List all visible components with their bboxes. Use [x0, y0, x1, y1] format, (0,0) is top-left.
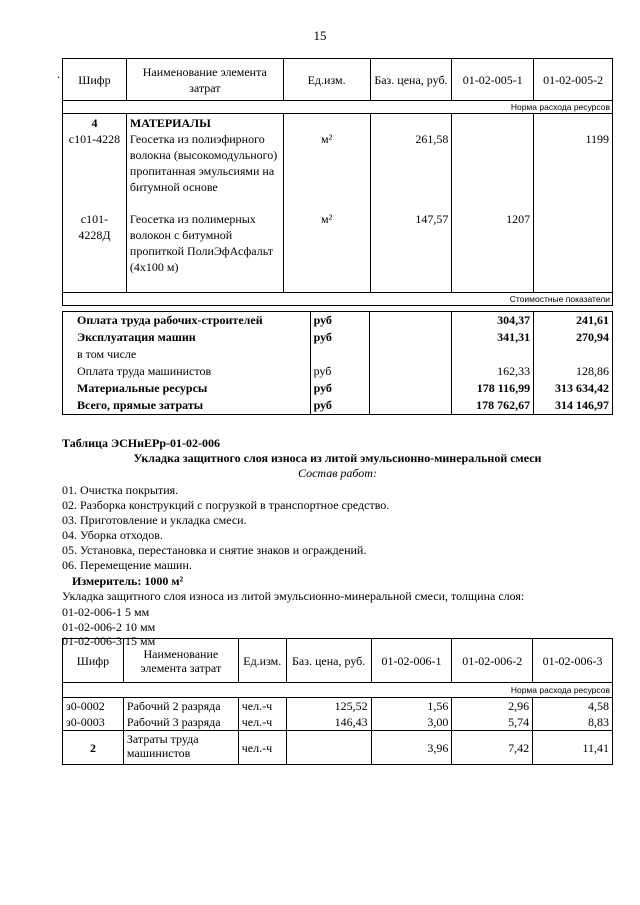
- value-cell: 3,96: [371, 731, 452, 765]
- price-cell: 125,52: [286, 698, 371, 715]
- cost-value: 178 762,67: [452, 397, 534, 415]
- cost-value: [452, 346, 534, 363]
- cost-value: 314 146,97: [534, 397, 613, 415]
- meter-label: Измеритель: 1000 м²: [72, 574, 184, 588]
- cost-unit: [310, 346, 370, 363]
- resource-name: Рабочий 2 разряда: [123, 698, 238, 715]
- header-cell: Шифр: [63, 639, 124, 683]
- cost-label-row: [63, 293, 613, 306]
- code-cell: с101-4228Д: [78, 212, 111, 242]
- header-cell: Баз. цена, руб.: [286, 639, 371, 683]
- section-title: Укладка защитного слоя износа из литой эмульсионно-минеральной смеси: [133, 451, 542, 465]
- list-item: 01-02-006-2 10 мм: [62, 620, 156, 634]
- list-item: 01-02-006-1 5 мм: [62, 605, 150, 619]
- header-cell: 01-02-006-2: [452, 639, 533, 683]
- list-item: 05. Установка, перестановка и снятие знаков и ограждений.: [62, 543, 367, 557]
- cost-unit: руб: [310, 329, 370, 346]
- norm-label-row: [63, 683, 613, 698]
- header-cell: Наименование элемента затрат: [123, 639, 238, 683]
- cost-value: 313 634,42: [534, 380, 613, 397]
- cost-name: Эксплуатация машин: [63, 329, 311, 346]
- stray-dot: .: [57, 66, 61, 81]
- value-cell: 4,58: [533, 698, 613, 715]
- code-cell: с101-4228: [68, 132, 121, 146]
- header-cell: 01-02-005-2: [534, 59, 613, 101]
- value-cell: 5,74: [452, 714, 533, 731]
- description: Укладка защитного слоя износа из литой эмульсионно-минеральной смеси, толщина слоя:: [62, 589, 525, 603]
- table-row: [63, 698, 613, 715]
- table-row: [63, 380, 613, 397]
- cost-value: 304,37: [452, 312, 534, 330]
- cost-table: [62, 311, 613, 415]
- work-steps: [62, 483, 389, 573]
- cost-value: 241,61: [534, 312, 613, 330]
- norm-label: Норма расхода ресурсов: [63, 683, 613, 698]
- price-cell: 261,58: [415, 132, 449, 146]
- section-title: МАТЕРИАЛЫ: [129, 116, 211, 130]
- table-label: Таблица ЭСНиЕРр-01-02-006: [62, 436, 221, 450]
- material-name: Геосетка из полимерных волокон с битумной пропиткой ПолиЭфАсфальт (4х100 м): [129, 212, 273, 274]
- section-number: 4: [91, 116, 98, 130]
- code-cell: 2: [63, 731, 124, 765]
- value-cell: 2,96: [452, 698, 533, 715]
- header-cell: Шифр: [63, 59, 127, 101]
- page-number: 15: [313, 28, 327, 43]
- price-cell: 147,57: [415, 212, 449, 226]
- labor-table: [62, 638, 613, 765]
- cost-value: 341,31: [452, 329, 534, 346]
- table-row: [63, 312, 613, 330]
- table-header-row: [63, 59, 613, 101]
- header-cell: Баз. цена, руб.: [370, 59, 452, 101]
- cost-name: Оплата труда машинистов: [63, 363, 311, 380]
- value-cell: 3,00: [371, 714, 452, 731]
- table-row: [63, 346, 613, 363]
- header-cell: Ед.изм.: [238, 639, 286, 683]
- value-cell: 11,41: [533, 731, 613, 765]
- price-cell: [286, 731, 371, 765]
- list-item: 02. Разборка конструкций с погрузкой в транспортное средство.: [62, 498, 390, 512]
- list-item: 06. Перемещение машин.: [62, 558, 192, 572]
- resource-name: Затраты труда машинистов: [123, 731, 238, 765]
- norm-label: Норма расхода ресурсов: [63, 101, 613, 114]
- cost-value: 128,86: [534, 363, 613, 380]
- material-name: Геосетка из полиэфирного волокна (высокомодульного) пропитанная эмульсиями на битумной основе: [129, 132, 278, 194]
- table-row: [63, 397, 613, 415]
- list-item: 01. Очистка покрытия.: [62, 483, 179, 497]
- cost-value: 178 116,99: [452, 380, 534, 397]
- value-cell: 1207: [506, 212, 531, 226]
- materials-table: [62, 58, 613, 306]
- cost-value: 162,33: [452, 363, 534, 380]
- table-row: [63, 363, 613, 380]
- header-cell: 01-02-005-1: [452, 59, 534, 101]
- unit-cell: чел.-ч: [238, 698, 286, 715]
- header-cell: Ед.изм.: [283, 59, 370, 101]
- table-header-row: [63, 639, 613, 683]
- cost-name: Материальные ресурсы: [63, 380, 311, 397]
- cost-name: в том числе: [63, 346, 311, 363]
- cost-unit: руб: [310, 312, 370, 330]
- header-cell: 01-02-006-3: [533, 639, 613, 683]
- cost-value: 270,94: [534, 329, 613, 346]
- unit-cell: м²: [321, 212, 333, 226]
- header-cell: Наименование элемента затрат: [126, 59, 283, 101]
- cost-unit: руб: [310, 363, 370, 380]
- cost-name: Всего, прямые затраты: [63, 397, 311, 415]
- value-cell: 8,83: [533, 714, 613, 731]
- code-cell: з0-0003: [63, 714, 124, 731]
- unit-cell: чел.-ч: [238, 714, 286, 731]
- resource-name: Рабочий 3 разряда: [123, 714, 238, 731]
- list-item: 03. Приготовление и укладка смеси.: [62, 513, 247, 527]
- table-row: [63, 731, 613, 765]
- unit-cell: чел.-ч: [238, 731, 286, 765]
- value-cell: 1,56: [371, 698, 452, 715]
- cost-unit: руб: [310, 397, 370, 415]
- header-cell: 01-02-006-1: [371, 639, 452, 683]
- cost-value: [534, 346, 613, 363]
- cost-name: Оплата труда рабочих-строителей: [63, 312, 311, 330]
- value-cell: 7,42: [452, 731, 533, 765]
- value-cell: 1199: [585, 132, 609, 146]
- cost-unit: руб: [310, 380, 370, 397]
- table-row: [63, 714, 613, 731]
- list-item: 01-02-006-3 15 мм: [62, 634, 156, 648]
- value-cell: [455, 131, 530, 211]
- table-row: [63, 329, 613, 346]
- norm-label-row: [63, 101, 613, 114]
- price-cell: 146,43: [286, 714, 371, 731]
- table-row: [63, 114, 613, 293]
- composition-heading: Состав работ:: [298, 466, 377, 480]
- code-cell: з0-0002: [63, 698, 124, 715]
- unit-cell: м²: [321, 132, 333, 146]
- cost-label: Стоимостные показатели: [63, 293, 613, 306]
- list-item: 04. Уборка отходов.: [62, 528, 163, 542]
